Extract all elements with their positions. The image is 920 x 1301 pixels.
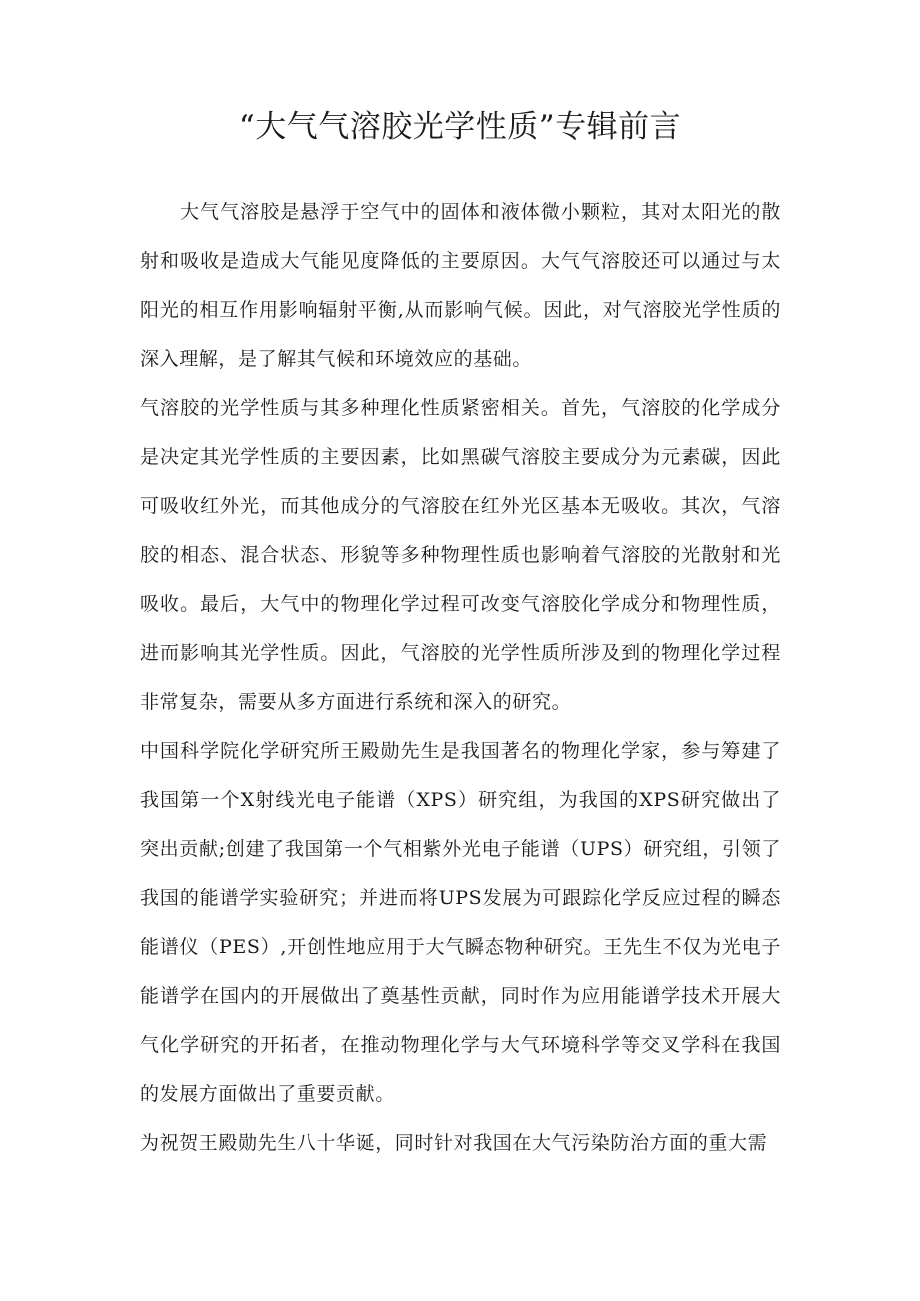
paragraph-celebration: 为祝贺王殿勋先生八十华诞，同时针对我国在大气污染防治方面的重大需 [140,1132,768,1154]
body-text [140,188,781,1168]
page-title: “大气气溶胶光学性质”专辑前言 [238,109,682,145]
paragraph-wang-dianxun: 中国科学院化学研究所王殿勋先生是我国著名的物理化学家，参与筹建了我国第一个X射线光电子能谱（XPS）研究组，为我国的XPS研究做出了突出贡献;创建了我国第一个气相紫外光电子能谱（UPS）研究组，引领了我国的能谱学实验研究；并进而将UPS发展为可跟踪化学反应过程的瞬态能谱仪（PES）,开创性地应用于大气瞬态物种研究。王先生不仅为光电子能谱学在国内的开展做出了奠基性贡献，同时作为应用能谱学技术开展大气化学研究的开拓者，在推动物理化学与大气环境科学等交叉学科在我国的发展方面做出了重要贡献。 [140,740,781,1105]
paragraph-intro: 大气气溶胶是悬浮于空气中的固体和液体微小颗粒，其对太阳光的散射和吸收是造成大气能见度降低的主要原因。大气气溶胶还可以通过与太阳光的相互作用影响辐射平衡,从而影响气候。因此，对气溶胶光学性质的深入理解，是了解其气候和环境效应的基础。 [140,201,781,370]
paragraph-optical-properties: 气溶胶的光学性质与其多种理化性质紧密相关。首先，气溶胶的化学成分是决定其光学性质的主要因素，比如黑碳气溶胶主要成分为元素碳，因此可吸收红外光，而其他成分的气溶胶在红外光区基本无吸收。其次，气溶胶的相态、混合状态、形貌等多种物理性质也影响着气溶胶的光散射和光吸收。最后，大气中的物理化学过程可改变气溶胶化学成分和物理性质，进而影响其光学性质。因此，气溶胶的光学性质所涉及到的物理化学过程非常复杂，需要从多方面进行系统和深入的研究。 [140,397,781,713]
